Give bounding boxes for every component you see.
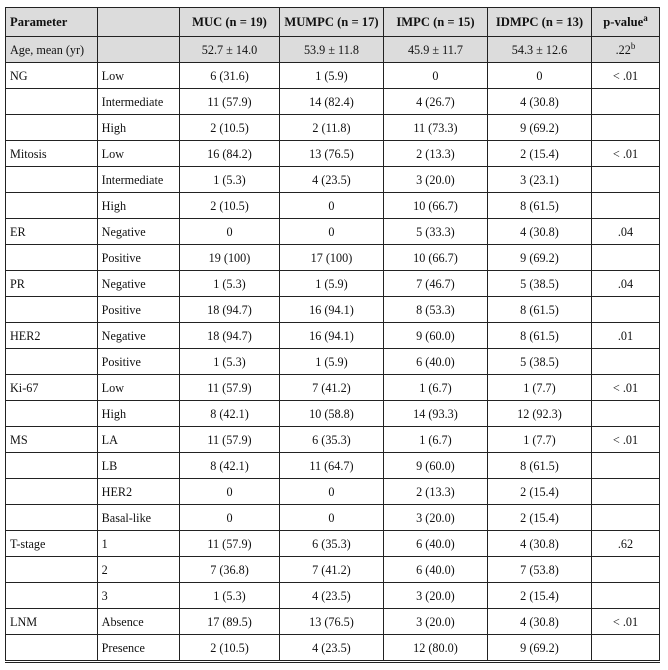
table-row <box>6 245 660 271</box>
table-row <box>6 505 660 531</box>
cell-mumpc: 2 (11.8) <box>279 115 383 141</box>
cell-impc: 2 (13.3) <box>383 141 487 167</box>
header-parameter: Parameter <box>6 8 98 37</box>
cell-subcategory: Low <box>97 375 179 401</box>
table-row <box>6 297 660 323</box>
p-value-text: .04 <box>617 276 634 291</box>
p-value-text: < .01 <box>612 432 639 447</box>
cell-p-value <box>591 37 659 63</box>
cell-muc: 1 (5.3) <box>180 271 280 297</box>
header-p-value <box>591 8 659 37</box>
cell-mumpc: 0 <box>279 479 383 505</box>
cell-impc: 7 (46.7) <box>383 271 487 297</box>
cell-subcategory: Low <box>97 141 179 167</box>
cell-muc: 8 (42.1) <box>180 453 280 479</box>
cell-subcategory: Positive <box>97 349 179 375</box>
cell-mumpc: 1 (5.9) <box>279 349 383 375</box>
cell-muc: 0 <box>180 479 280 505</box>
cell-subcategory: Absence <box>97 609 179 635</box>
table-row <box>6 141 660 167</box>
p-value-text: .22 <box>615 42 631 57</box>
cell-impc: 9 (60.0) <box>383 323 487 349</box>
p-value-text: .01 <box>617 328 634 343</box>
cell-impc: 2 (13.3) <box>383 479 487 505</box>
cell-idmpc: 4 (30.8) <box>487 89 591 115</box>
cell-p-value <box>591 505 659 531</box>
cell-p-value <box>591 635 659 661</box>
cell-p-value <box>591 349 659 375</box>
cell-mumpc: 4 (23.5) <box>279 635 383 661</box>
cell-parameter <box>6 505 98 531</box>
cell-muc: 16 (84.2) <box>180 141 280 167</box>
cell-impc: 3 (20.0) <box>383 167 487 193</box>
cell-parameter <box>6 453 98 479</box>
table-row <box>6 63 660 89</box>
table-row <box>6 89 660 115</box>
cell-parameter: LNM <box>6 609 98 635</box>
cell-subcategory: 2 <box>97 557 179 583</box>
cell-impc: 6 (40.0) <box>383 531 487 557</box>
cell-parameter <box>6 115 98 141</box>
table-row <box>6 349 660 375</box>
cell-subcategory: Intermediate <box>97 167 179 193</box>
cell-impc: 0 <box>383 63 487 89</box>
table-row <box>6 375 660 401</box>
cell-mumpc: 0 <box>279 193 383 219</box>
header-idmpc: IDMPC (n = 13) <box>487 8 591 37</box>
cell-muc: 19 (100) <box>180 245 280 271</box>
cell-p-value <box>591 245 659 271</box>
cell-muc: 18 (94.7) <box>180 323 280 349</box>
header-muc: MUC (n = 19) <box>180 8 280 37</box>
cell-subcategory <box>97 37 179 63</box>
p-value-label: p-value <box>603 15 644 29</box>
cell-subcategory: HER2 <box>97 479 179 505</box>
cell-muc: 0 <box>180 505 280 531</box>
cell-idmpc: 3 (23.1) <box>487 167 591 193</box>
cell-p-value <box>591 297 659 323</box>
table-row <box>6 167 660 193</box>
cell-parameter <box>6 89 98 115</box>
cell-p-value <box>591 609 659 635</box>
cell-impc: 8 (53.3) <box>383 297 487 323</box>
table-row <box>6 427 660 453</box>
cell-idmpc: 0 <box>487 63 591 89</box>
table-row <box>6 115 660 141</box>
cell-mumpc: 11 (64.7) <box>279 453 383 479</box>
p-value-text: < .01 <box>612 380 639 395</box>
cell-subcategory: Presence <box>97 635 179 661</box>
cell-p-value <box>591 63 659 89</box>
cell-impc: 6 (40.0) <box>383 557 487 583</box>
header-mumpc: MUMPC (n = 17) <box>279 8 383 37</box>
table-row <box>6 323 660 349</box>
cell-idmpc: 8 (61.5) <box>487 323 591 349</box>
table-row <box>6 219 660 245</box>
cell-p-value <box>591 583 659 609</box>
cell-parameter: NG <box>6 63 98 89</box>
table-row <box>6 193 660 219</box>
cell-subcategory: 3 <box>97 583 179 609</box>
cell-idmpc: 54.3 ± 12.6 <box>487 37 591 63</box>
cell-impc: 1 (6.7) <box>383 375 487 401</box>
cell-subcategory: Negative <box>97 219 179 245</box>
cell-p-value <box>591 323 659 349</box>
cell-p-value <box>591 401 659 427</box>
cell-muc: 2 (10.5) <box>180 193 280 219</box>
cell-p-value <box>591 453 659 479</box>
table-row <box>6 583 660 609</box>
cell-parameter: T-stage <box>6 531 98 557</box>
cell-parameter <box>6 193 98 219</box>
cell-subcategory: LA <box>97 427 179 453</box>
table-row <box>6 635 660 661</box>
cell-impc: 11 (73.3) <box>383 115 487 141</box>
cell-idmpc: 9 (69.2) <box>487 635 591 661</box>
cell-mumpc: 13 (76.5) <box>279 141 383 167</box>
cell-parameter <box>6 349 98 375</box>
cell-p-value <box>591 479 659 505</box>
cell-parameter: Ki-67 <box>6 375 98 401</box>
cell-muc: 11 (57.9) <box>180 89 280 115</box>
table-body <box>6 37 660 661</box>
cell-muc: 2 (10.5) <box>180 635 280 661</box>
cell-muc: 52.7 ± 14.0 <box>180 37 280 63</box>
cell-mumpc: 1 (5.9) <box>279 63 383 89</box>
p-value-text: < .01 <box>612 614 639 629</box>
cell-parameter <box>6 479 98 505</box>
cell-p-value <box>591 89 659 115</box>
p-value-text: .04 <box>617 224 634 239</box>
table-row <box>6 37 660 63</box>
cell-p-value <box>591 427 659 453</box>
cell-p-value <box>591 531 659 557</box>
cell-muc: 11 (57.9) <box>180 427 280 453</box>
cell-mumpc: 4 (23.5) <box>279 167 383 193</box>
cell-idmpc: 4 (30.8) <box>487 531 591 557</box>
cell-p-value <box>591 193 659 219</box>
cell-idmpc: 1 (7.7) <box>487 427 591 453</box>
cell-idmpc: 4 (30.8) <box>487 609 591 635</box>
cell-muc: 18 (94.7) <box>180 297 280 323</box>
cell-parameter <box>6 297 98 323</box>
cell-subcategory: LB <box>97 453 179 479</box>
cell-parameter <box>6 245 98 271</box>
cell-mumpc: 13 (76.5) <box>279 609 383 635</box>
cell-parameter: HER2 <box>6 323 98 349</box>
cell-idmpc: 2 (15.4) <box>487 141 591 167</box>
cell-idmpc: 9 (69.2) <box>487 115 591 141</box>
cell-muc: 17 (89.5) <box>180 609 280 635</box>
p-value-text: < .01 <box>612 146 639 161</box>
cell-muc: 11 (57.9) <box>180 531 280 557</box>
cell-idmpc: 2 (15.4) <box>487 505 591 531</box>
cell-mumpc: 6 (35.3) <box>279 427 383 453</box>
table-row <box>6 453 660 479</box>
cell-mumpc: 53.9 ± 11.8 <box>279 37 383 63</box>
header-subcategory <box>97 8 179 37</box>
header-impc: IMPC (n = 15) <box>383 8 487 37</box>
cell-idmpc: 8 (61.5) <box>487 297 591 323</box>
header-row <box>6 8 660 37</box>
cell-subcategory: 1 <box>97 531 179 557</box>
cell-impc: 4 (26.7) <box>383 89 487 115</box>
cell-idmpc: 8 (61.5) <box>487 453 591 479</box>
cell-muc: 0 <box>180 219 280 245</box>
cell-impc: 9 (60.0) <box>383 453 487 479</box>
cell-subcategory: Positive <box>97 297 179 323</box>
p-value-text: < .01 <box>612 68 639 83</box>
cell-p-value <box>591 271 659 297</box>
cell-idmpc: 12 (92.3) <box>487 401 591 427</box>
cell-mumpc: 7 (41.2) <box>279 375 383 401</box>
cell-parameter: PR <box>6 271 98 297</box>
cell-muc: 1 (5.3) <box>180 583 280 609</box>
cell-impc: 3 (20.0) <box>383 583 487 609</box>
cell-subcategory: Negative <box>97 323 179 349</box>
p-value-footnote-mark: a <box>643 12 648 23</box>
cell-p-value <box>591 557 659 583</box>
cell-muc: 8 (42.1) <box>180 401 280 427</box>
cell-p-value <box>591 115 659 141</box>
cell-mumpc: 16 (94.1) <box>279 297 383 323</box>
cell-parameter <box>6 401 98 427</box>
table-row <box>6 479 660 505</box>
cell-idmpc: 5 (38.5) <box>487 349 591 375</box>
cell-subcategory: Negative <box>97 271 179 297</box>
cell-muc: 1 (5.3) <box>180 167 280 193</box>
table-row <box>6 531 660 557</box>
cell-parameter <box>6 167 98 193</box>
cell-mumpc: 0 <box>279 219 383 245</box>
cell-mumpc: 10 (58.8) <box>279 401 383 427</box>
cell-parameter <box>6 583 98 609</box>
cell-parameter: MS <box>6 427 98 453</box>
table-row <box>6 609 660 635</box>
table-row <box>6 557 660 583</box>
p-value-footnote-mark: b <box>630 40 636 51</box>
bottom-rule <box>5 662 660 663</box>
cell-subcategory: High <box>97 115 179 141</box>
cell-impc: 10 (66.7) <box>383 193 487 219</box>
cell-mumpc: 4 (23.5) <box>279 583 383 609</box>
cell-subcategory: High <box>97 193 179 219</box>
cell-impc: 1 (6.7) <box>383 427 487 453</box>
cell-parameter: Age, mean (yr) <box>6 37 98 63</box>
cell-subcategory: High <box>97 401 179 427</box>
cell-p-value <box>591 375 659 401</box>
cell-subcategory: Intermediate <box>97 89 179 115</box>
cell-idmpc: 1 (7.7) <box>487 375 591 401</box>
cell-idmpc: 5 (38.5) <box>487 271 591 297</box>
cell-impc: 45.9 ± 11.7 <box>383 37 487 63</box>
cell-mumpc: 14 (82.4) <box>279 89 383 115</box>
cell-subcategory: Basal-like <box>97 505 179 531</box>
cell-p-value <box>591 141 659 167</box>
cell-mumpc: 1 (5.9) <box>279 271 383 297</box>
cell-impc: 6 (40.0) <box>383 349 487 375</box>
cell-parameter <box>6 635 98 661</box>
table-row <box>6 401 660 427</box>
cell-idmpc: 4 (30.8) <box>487 219 591 245</box>
cell-p-value <box>591 167 659 193</box>
cell-muc: 2 (10.5) <box>180 115 280 141</box>
cell-mumpc: 0 <box>279 505 383 531</box>
table-row <box>6 271 660 297</box>
cell-parameter <box>6 557 98 583</box>
cell-idmpc: 2 (15.4) <box>487 479 591 505</box>
cell-impc: 3 (20.0) <box>383 505 487 531</box>
cell-impc: 3 (20.0) <box>383 609 487 635</box>
cell-impc: 5 (33.3) <box>383 219 487 245</box>
cell-muc: 1 (5.3) <box>180 349 280 375</box>
cell-idmpc: 9 (69.2) <box>487 245 591 271</box>
cell-subcategory: Positive <box>97 245 179 271</box>
cell-idmpc: 8 (61.5) <box>487 193 591 219</box>
cell-impc: 12 (80.0) <box>383 635 487 661</box>
cell-mumpc: 6 (35.3) <box>279 531 383 557</box>
cell-p-value <box>591 219 659 245</box>
cell-parameter: ER <box>6 219 98 245</box>
cell-muc: 6 (31.6) <box>180 63 280 89</box>
cell-mumpc: 7 (41.2) <box>279 557 383 583</box>
cell-idmpc: 2 (15.4) <box>487 583 591 609</box>
cell-impc: 14 (93.3) <box>383 401 487 427</box>
cell-subcategory: Low <box>97 63 179 89</box>
cell-impc: 10 (66.7) <box>383 245 487 271</box>
cell-muc: 7 (36.8) <box>180 557 280 583</box>
cell-parameter: Mitosis <box>6 141 98 167</box>
cell-mumpc: 17 (100) <box>279 245 383 271</box>
results-table <box>5 7 660 661</box>
cell-idmpc: 7 (53.8) <box>487 557 591 583</box>
cell-mumpc: 16 (94.1) <box>279 323 383 349</box>
cell-muc: 11 (57.9) <box>180 375 280 401</box>
p-value-text: .62 <box>617 536 634 551</box>
